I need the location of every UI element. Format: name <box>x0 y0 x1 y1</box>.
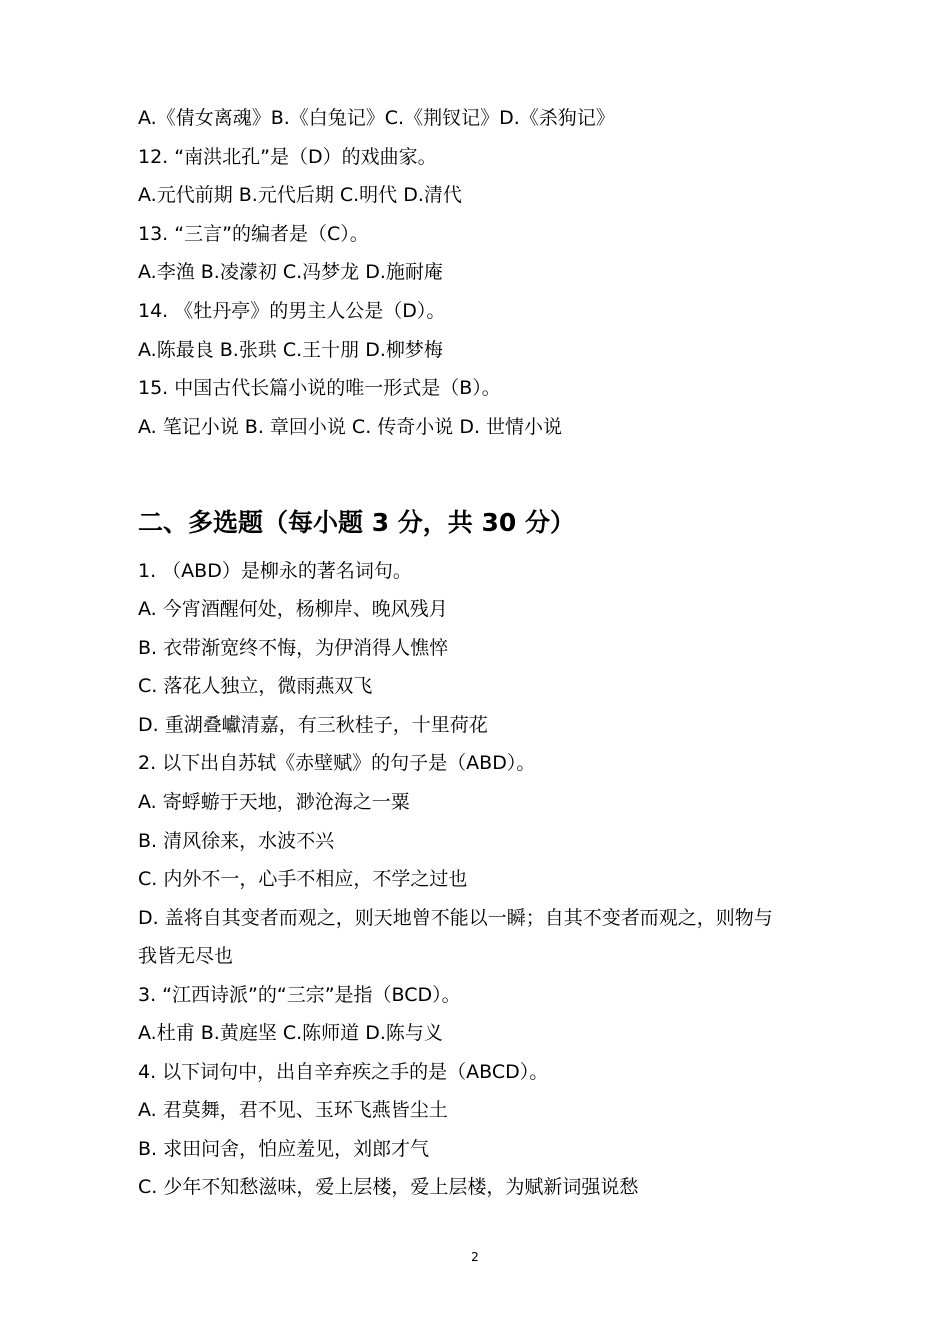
mq4-option-a: A. 君莫舞，君不见、玉环飞燕皆尘土 <box>138 1099 448 1121</box>
mq2-option-c: C. 内外不一，心手不相应，不学之过也 <box>138 868 468 890</box>
q12-options: A.元代前期 B.元代后期 C.明代 D.清代 <box>138 184 462 206</box>
mq4-option-b: B. 求田问舍，怕应羞见，刘郎才气 <box>138 1138 430 1160</box>
mq3-options: A.杜甫 B.黄庭坚 C.陈师道 D.陈与义 <box>138 1022 443 1044</box>
mq2-question: 2. 以下出自苏轼《赤壁赋》的句子是（ABD）。 <box>138 752 536 774</box>
mq1-question: 1. （ABD）是柳永的著名词句。 <box>138 560 412 582</box>
q13-question: 13. “三言”的编者是（C）。 <box>138 223 369 245</box>
mq2-option-a: A. 寄蜉蝣于天地，渺沧海之一粟 <box>138 791 410 813</box>
page-number: 2 <box>471 1250 479 1264</box>
q15-options: A. 笔记小说 B. 章回小说 C. 传奇小说 D. 世情小说 <box>138 416 563 438</box>
mq1-option-d: D. 重湖叠巘清嘉，有三秋桂子，十里荷花 <box>138 714 488 736</box>
mq2-option-d: D. 盖将自其变者而观之，则天地曾不能以一瞬；自其不变者而观之，则物与 <box>138 907 773 929</box>
mq2-option-d-continued: 我皆无尽也 <box>138 945 234 967</box>
q14-options: A.陈最良 B.张珙 C.王十朋 D.柳梦梅 <box>138 339 443 361</box>
q14-question: 14. 《牡丹亭》的男主人公是（D）。 <box>138 300 446 322</box>
mq3-question: 3. “江西诗派”的“三宗”是指（BCD）。 <box>138 984 461 1006</box>
section-heading: 二、多选题（每小题 3 分，共 30 分） <box>138 508 576 537</box>
q13-options: A.李渔 B.凌濛初 C.冯梦龙 D.施耐庵 <box>138 261 443 283</box>
q11-options: A.《倩女离魂》B.《白兔记》C.《荆钗记》D.《杀狗记》 <box>138 107 615 129</box>
mq1-option-a: A. 今宵酒醒何处，杨柳岸、晚风残月 <box>138 598 448 620</box>
q12-question: 12. “南洪北孔”是（D）的戏曲家。 <box>138 146 437 168</box>
mq1-option-c: C. 落花人独立，微雨燕双飞 <box>138 675 373 697</box>
mq2-option-b: B. 清风徐来，水波不兴 <box>138 830 335 852</box>
mq1-option-b: B. 衣带渐宽终不悔，为伊消得人憔悴 <box>138 637 449 659</box>
mq4-question: 4. 以下词句中，出自辛弃疾之手的是（ABCD）。 <box>138 1061 549 1083</box>
q15-question: 15. 中国古代长篇小说的唯一形式是（B）。 <box>138 377 501 399</box>
mq4-option-c: C. 少年不知愁滋味，爱上层楼，爱上层楼，为赋新词强说愁 <box>138 1176 639 1198</box>
